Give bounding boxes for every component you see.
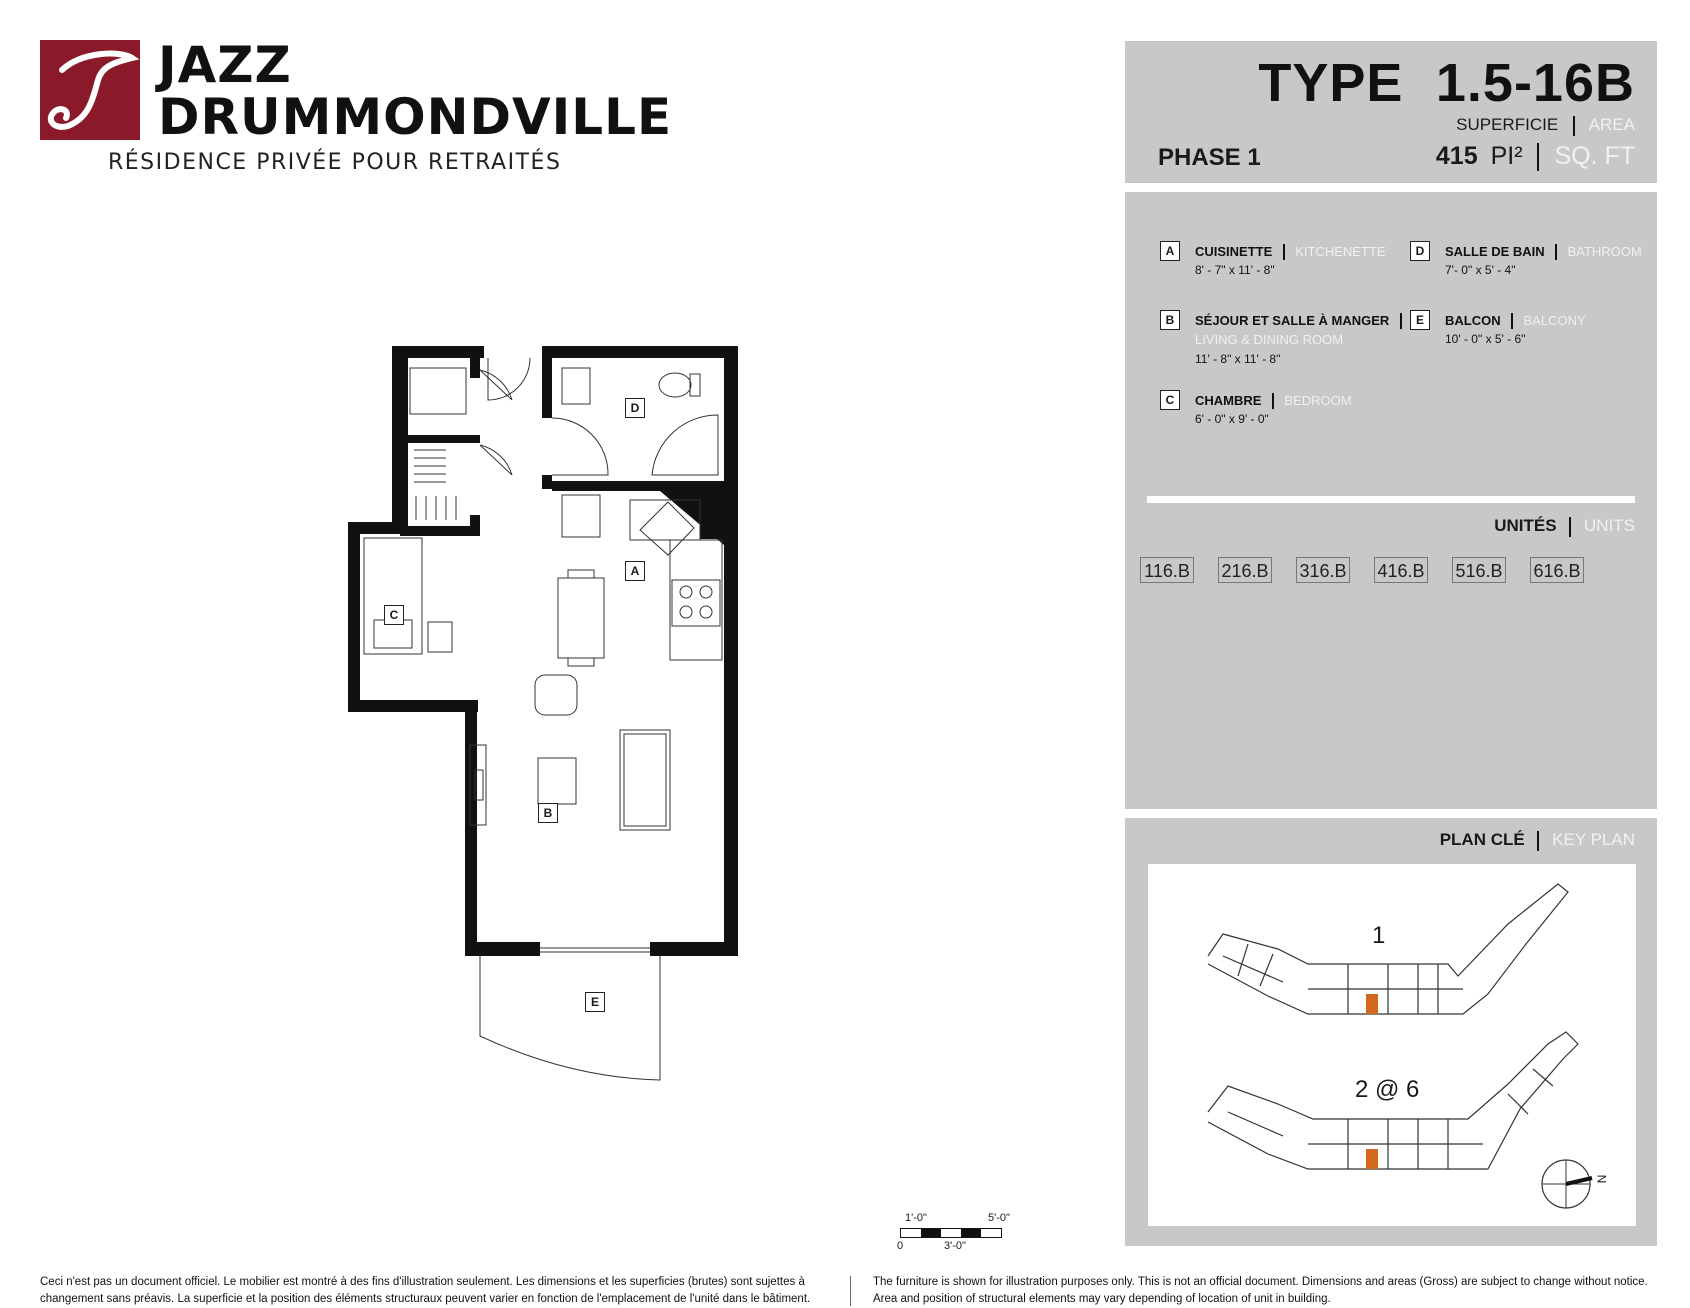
- room-letter-a: A: [1160, 241, 1180, 261]
- unit-chip-616b[interactable]: 616.B: [1530, 557, 1584, 583]
- plan-label-a: A: [625, 561, 645, 581]
- brand-line1: JAZZ: [158, 36, 292, 94]
- separator: [1511, 313, 1513, 329]
- brand-line2: DRUMMONDVILLE: [158, 88, 673, 146]
- room-a-name-fr: CUISINETTE: [1195, 244, 1273, 259]
- room-c-name-fr: CHAMBRE: [1195, 393, 1262, 408]
- keyplan-label-en: KEY PLAN: [1552, 830, 1635, 849]
- scale-bar: [900, 1228, 1002, 1238]
- separator: [1400, 313, 1402, 329]
- room-d-title: [1445, 243, 1642, 261]
- room-d-name-en: BATHROOM: [1567, 244, 1642, 259]
- area-unit-en: SQ. FT: [1554, 142, 1635, 170]
- room-e-name-en: BALCONY: [1523, 313, 1586, 328]
- disclaimer-en: The furniture is shown for illustration purposes only. This is not an official document. Dimensions and areas (Gross) are subject to change without notice. Area and position of structural elements may vary depending of location of unit in building.: [873, 1276, 1648, 1305]
- room-d-dims: 7'- 0" x 5' - 4": [1445, 263, 1516, 277]
- room-e-dims: 10' - 0" x 5' - 6": [1445, 332, 1526, 346]
- plan-label-b: B: [538, 803, 558, 823]
- area-value: 415: [1435, 142, 1478, 170]
- phase-label: PHASE 1: [1158, 144, 1261, 171]
- keyplan-label-fr: PLAN CLÉ: [1439, 830, 1525, 849]
- disclaimer-fr: Ceci n'est pas un document officiel. Le mobilier est montré à des fins d'illustration seulement. Les dimensions et les superficies (brutes) sont sujettes à changement sans préavis. La superficie et la position des éléments structuraux peuvent varier en fonction de l'emplacement de l'unité dans le bâtiment.: [40, 1276, 811, 1305]
- compass-icon: [1542, 1160, 1592, 1208]
- keyplan-level1-unit-highlight: [1366, 994, 1378, 1014]
- unit-chip-416b[interactable]: 416.B: [1374, 557, 1428, 583]
- room-e-name-fr: BALCON: [1445, 313, 1501, 328]
- separator: [1573, 116, 1575, 136]
- type-code: 1.5-16B: [1435, 53, 1635, 113]
- room-letter-c: C: [1160, 390, 1180, 410]
- units-label-en: UNITS: [1584, 516, 1635, 535]
- compass-north-label: N: [1594, 1174, 1609, 1184]
- separator: [1569, 517, 1571, 537]
- room-a-title: [1195, 243, 1386, 261]
- scale-label-0: 0: [897, 1240, 904, 1252]
- plan-label-d: D: [625, 398, 645, 418]
- keyplan-level2-unit-highlight: [1366, 1149, 1378, 1169]
- area-unit-fr: PI²: [1490, 142, 1523, 170]
- room-c-title: [1195, 392, 1352, 410]
- room-e-title: [1445, 312, 1586, 330]
- brand-logo-mark: [40, 40, 140, 140]
- room-b-title: [1195, 312, 1408, 330]
- room-letter-b: B: [1160, 310, 1180, 330]
- scale-label-3ft: 3'-0": [944, 1240, 966, 1252]
- room-a-name-en: KITCHENETTE: [1295, 244, 1386, 259]
- panel-divider: [1147, 496, 1635, 503]
- unit-chip-516b[interactable]: 516.B: [1452, 557, 1506, 583]
- room-letter-e: E: [1410, 310, 1430, 330]
- separator: [1537, 143, 1539, 171]
- floor-plan-drawing: [330, 330, 770, 1090]
- area-labels: [1456, 115, 1635, 136]
- type-heading: [1258, 52, 1635, 114]
- units-heading: [1494, 516, 1635, 537]
- keyplan-diagram: [1148, 864, 1636, 1226]
- unit-chip-116b[interactable]: 116.B: [1140, 557, 1194, 583]
- room-c-name-en: BEDROOM: [1284, 393, 1352, 408]
- area-label-fr: SUPERFICIE: [1456, 115, 1559, 134]
- scale-label-1ft: 1'-0": [905, 1212, 927, 1224]
- unit-chip-216b[interactable]: 216.B: [1218, 557, 1272, 583]
- room-d-name-fr: SALLE DE BAIN: [1445, 244, 1545, 259]
- separator: [1555, 244, 1557, 260]
- room-c-dims: 6' - 0" x 9' - 0": [1195, 412, 1269, 426]
- separator: [1537, 831, 1539, 851]
- plan-label-c: C: [384, 605, 404, 625]
- keyplan-level2-label: 2 @ 6: [1355, 1076, 1420, 1103]
- room-letter-d: D: [1410, 241, 1430, 261]
- units-label-fr: UNITÉS: [1494, 516, 1557, 535]
- treble-j-icon: [40, 40, 140, 140]
- room-b-dims: 11' - 8" x 11' - 8": [1195, 352, 1281, 366]
- separator: [1272, 393, 1274, 409]
- room-a-dims: 8' - 7" x 11' - 8": [1195, 263, 1275, 277]
- separator: [1283, 244, 1285, 260]
- keyplan-heading: [1440, 830, 1635, 851]
- keyplan-level1-label: 1: [1372, 922, 1386, 949]
- plan-label-e: E: [585, 992, 605, 1012]
- keyplan-level1-building: [1208, 884, 1568, 1014]
- area-label-en: AREA: [1588, 115, 1635, 134]
- type-label: TYPE: [1258, 53, 1404, 113]
- room-b-name-en: LIVING & DINING ROOM: [1195, 332, 1344, 347]
- area-value-row: [1436, 142, 1635, 171]
- keyplan-canvas: [1148, 864, 1636, 1226]
- closet-shelves: [414, 450, 456, 520]
- brand-tagline: RÉSIDENCE PRIVÉE POUR RETRAITÉS: [108, 150, 562, 175]
- scale-label-5ft: 5'-0": [988, 1212, 1010, 1224]
- room-b-name-fr: SÉJOUR ET SALLE À MANGER: [1195, 313, 1390, 328]
- unit-chip-316b[interactable]: 316.B: [1296, 557, 1350, 583]
- floor-plan: [330, 330, 770, 1090]
- disclaimer-divider: [850, 1276, 851, 1306]
